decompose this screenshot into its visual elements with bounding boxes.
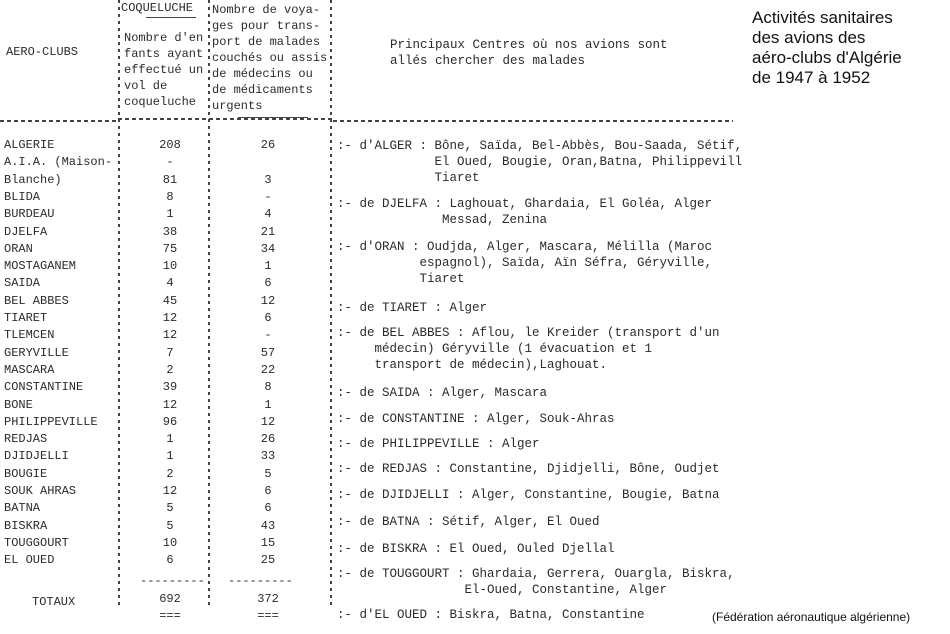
header-centres-desc [390, 37, 668, 69]
header-rule [118, 118, 333, 120]
destination-entry [337, 436, 540, 452]
club-coqueluche-value: 75 [162, 241, 178, 256]
side-title-line: aéro-clubs d'Algérie [752, 48, 902, 67]
side-title [752, 8, 902, 88]
header-voyages-desc [212, 2, 327, 114]
club-name: BLIDA [4, 189, 41, 204]
destination-line: espagnol), Saïda, Aïn Séfra, Géryville, [337, 256, 713, 270]
destination-entry [337, 607, 645, 623]
club-name: TLEMCEN [4, 328, 55, 343]
club-name: ALGERIE [4, 138, 55, 152]
club-coqueluche-value: 45 [162, 293, 178, 308]
destination-line: :- de DJELFA : Laghouat, Ghardaia, El Goléa, Alger [337, 197, 713, 211]
club-voyages-value: - [264, 328, 272, 343]
destination-entry [337, 325, 720, 373]
header-voyages-line: couchés ou assis [212, 51, 328, 65]
total-underline-2: === [257, 609, 279, 623]
club-voyages-value: 6 [264, 276, 272, 291]
club-voyages-value: 1 [264, 397, 272, 412]
club-voyages-value: 12 [260, 414, 276, 429]
destination-entry [337, 196, 712, 228]
header-coqueluche-title: COQUELUCHE [121, 1, 194, 15]
club-name: TIARET [4, 311, 48, 325]
side-title-line: Activités sanitaires [752, 8, 893, 27]
destination-line: Messad, Zenina [337, 213, 548, 227]
destination-line: :- d'ALGER : Bône, Saïda, Bel-Abbès, Bou-Saada, Sétif, [337, 139, 743, 153]
header-voyages-line: de médecins ou [212, 67, 313, 81]
club-name: MOSTAGANEM [4, 259, 77, 274]
club-voyages-value: 8 [264, 380, 272, 395]
club-coqueluche-value: 7 [166, 345, 174, 360]
club-voyages-value: 26 [260, 138, 276, 152]
destination-entry [337, 411, 615, 427]
total-voyages: 372 [257, 592, 279, 606]
destination-line: :- d'ORAN : Oudjda, Alger, Mascara, Mélilla (Maroc [337, 240, 713, 254]
club-name: BOUGIE [4, 466, 48, 481]
club-coqueluche-value: 38 [162, 224, 178, 239]
header-voyages-line: port de malades [212, 35, 321, 49]
destination-line: :- de TOUGGOURT : Ghardaia, Gerrera, Ouargla, Biskra, [337, 567, 735, 581]
club-voyages-value: 1 [264, 259, 272, 274]
club-name: A.I.A. (Maison- [4, 155, 113, 170]
column-divider [208, 0, 210, 608]
club-coqueluche-value: 39 [162, 380, 178, 395]
header-coqueluche-line: Nombre d'en [124, 31, 204, 45]
destination-line: El Oued, Bougie, Oran,Batna, Philippevill [337, 155, 743, 169]
total-underline-1: === [159, 609, 181, 623]
club-name: TOUGGOURT [4, 535, 69, 550]
header-coqueluche-line: effectué un [124, 63, 204, 77]
club-name: MASCARA [4, 362, 55, 377]
club-voyages-value: 5 [264, 466, 272, 481]
club-name: DJELFA [4, 224, 48, 239]
destination-line: médecin) Géryville (1 évacuation et 1 [337, 342, 653, 356]
club-name: EL OUED [4, 553, 55, 568]
title-underline [146, 17, 196, 18]
club-name: BURDEAU [4, 207, 55, 222]
header-voyages-line: de médicaments [212, 83, 313, 97]
club-voyages-value: 21 [260, 224, 276, 239]
club-name: BATNA [4, 501, 41, 516]
club-coqueluche-value: 12 [162, 328, 178, 343]
destination-line: El-Oued, Constantine, Alger [337, 583, 668, 597]
header-coqueluche-desc [124, 30, 203, 110]
totals-label: TOTAUX [32, 595, 76, 609]
header-voyages-line: ges pour trans- [212, 19, 321, 33]
club-voyages-value: - [264, 189, 272, 204]
club-name: SAIDA [4, 276, 41, 291]
club-voyages-value: 26 [260, 432, 276, 447]
total-coqueluche: 692 [159, 592, 181, 606]
header-rule [333, 120, 733, 122]
club-voyages-value: 43 [260, 518, 276, 533]
title-underline [238, 117, 308, 118]
header-coqueluche-line: coqueluche [124, 95, 197, 109]
club-coqueluche-value: 8 [166, 189, 174, 204]
side-title-line: de 1947 à 1952 [752, 68, 871, 87]
destination-line: Tiaret [337, 272, 465, 286]
club-voyages-value: 25 [260, 553, 276, 568]
club-coqueluche-value: 81 [162, 172, 178, 187]
club-coqueluche-value: - [166, 155, 174, 170]
club-coqueluche-value: 1 [166, 432, 174, 447]
totals-dash-2: --------- [228, 574, 293, 588]
destination-entry [337, 300, 487, 316]
club-name: BONE [4, 397, 33, 412]
club-voyages-value: 12 [260, 293, 276, 308]
club-name: SOUK AHRAS [4, 484, 77, 498]
club-coqueluche-value: 6 [166, 553, 174, 568]
source-credit: (Fédération aéronautique algérienne) [712, 610, 911, 624]
destination-line: Tiaret [337, 171, 480, 185]
club-voyages-value: 57 [260, 345, 276, 360]
club-coqueluche-value: 2 [166, 362, 174, 377]
destination-line: :- de DJIDJELLI : Alger, Constantine, Bougie, Batna [337, 488, 720, 502]
header-centres-line: Principaux Centres où nos avions sont [390, 38, 668, 52]
column-divider [330, 0, 332, 608]
header-voyages-line: Nombre de voya- [212, 3, 321, 17]
destination-line: :- d'EL OUED : Biskra, Batna, Constantine [337, 608, 645, 622]
club-name: ORAN [4, 241, 33, 256]
destination-line: :- de BATNA : Sétif, Alger, El Oued [337, 515, 600, 529]
destination-line: :- de CONSTANTINE : Alger, Souk-Ahras [337, 412, 615, 426]
destination-line: :- de REDJAS : Constantine, Djidjelli, Bône, Oudjet [337, 462, 720, 476]
club-name: CONSTANTINE [4, 380, 84, 395]
club-name: PHILIPPEVILLE [4, 414, 98, 429]
destination-entry [337, 385, 547, 401]
header-centres-line: allés chercher des malades [390, 54, 586, 68]
club-name: BEL ABBES [4, 293, 69, 308]
club-name: BISKRA [4, 518, 48, 533]
club-coqueluche-value: 2 [166, 466, 174, 481]
club-coqueluche-value: 1 [166, 449, 174, 464]
header-aero-clubs: AERO-CLUBS [6, 45, 79, 59]
destination-line: transport de médecin),Laghouat. [337, 358, 608, 372]
destination-line: :- de BISKRA : El Oued, Ouled Djellal [337, 542, 615, 556]
destination-entry [337, 138, 742, 186]
header-voyages-line: urgents [212, 99, 263, 113]
club-name: DJIDJELLI [4, 449, 69, 464]
club-coqueluche-value: 5 [166, 518, 174, 533]
club-coqueluche-value: 12 [162, 397, 178, 412]
club-coqueluche-value: 12 [162, 311, 178, 325]
club-voyages-value: 3 [264, 172, 272, 187]
destination-line: :- de SAIDA : Alger, Mascara [337, 386, 548, 400]
club-coqueluche-value: 208 [159, 138, 181, 152]
club-coqueluche-value: 96 [162, 414, 178, 429]
club-voyages-value: 22 [260, 362, 276, 377]
club-voyages-value: 6 [264, 484, 272, 498]
destination-line: :- de PHILIPPEVILLE : Alger [337, 437, 540, 451]
destination-entry [337, 566, 735, 598]
club-voyages-value: 6 [264, 311, 272, 325]
destination-entry [337, 541, 615, 557]
club-voyages-value: 4 [264, 207, 272, 222]
totals-dash-1: --------- [140, 574, 205, 588]
club-voyages-value: 6 [264, 501, 272, 516]
club-voyages-value: 15 [260, 535, 276, 550]
club-voyages-value: 34 [260, 241, 276, 256]
club-name: GERYVILLE [4, 345, 69, 360]
destination-entry [337, 461, 720, 477]
club-coqueluche-value: 5 [166, 501, 174, 516]
club-voyages-value: 33 [260, 449, 276, 464]
destination-line: :- de TIARET : Alger [337, 301, 488, 315]
destination-entry [337, 487, 720, 503]
club-coqueluche-value: 1 [166, 207, 174, 222]
destination-entry [337, 514, 600, 530]
club-coqueluche-value: 12 [162, 484, 178, 498]
club-coqueluche-value: 4 [166, 276, 174, 291]
header-coqueluche-line: vol de [124, 79, 168, 93]
header-rule [0, 120, 118, 122]
club-name: REDJAS [4, 432, 48, 447]
side-title-line: des avions des [752, 28, 866, 47]
destination-line: :- de BEL ABBES : Aflou, le Kreider (transport d'un [337, 326, 720, 340]
club-coqueluche-value: 10 [162, 535, 178, 550]
club-name: Blanche) [4, 172, 62, 187]
destination-entry [337, 239, 712, 287]
header-coqueluche-line: fants ayant [124, 47, 204, 61]
club-coqueluche-value: 10 [162, 259, 178, 274]
column-divider [118, 0, 120, 608]
